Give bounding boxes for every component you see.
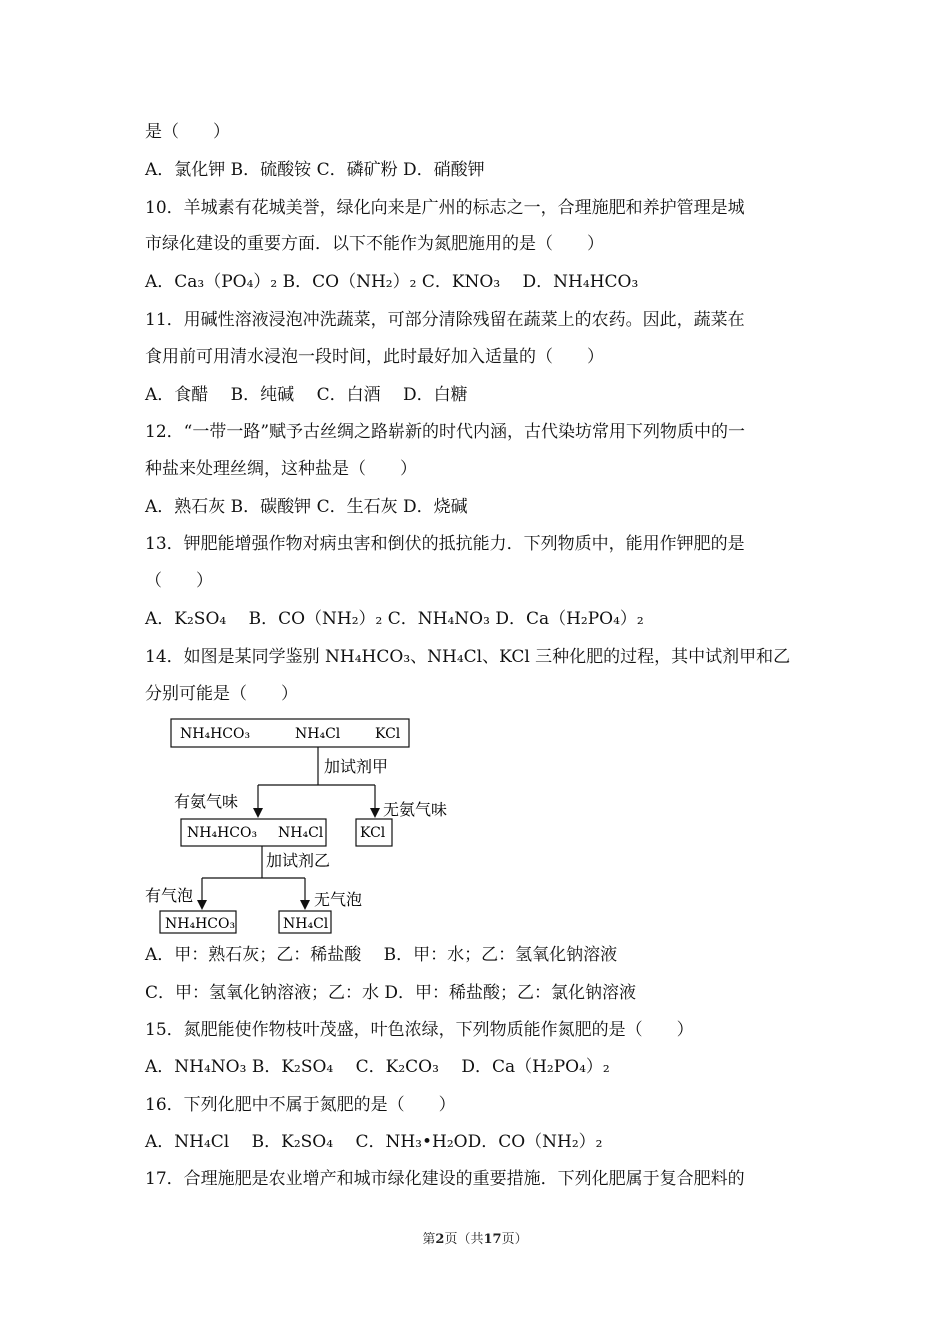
box-top-item-3: KCl: [375, 726, 401, 742]
question-13-line-1: 13．钾肥能增强作物对病虫害和倒伏的抵抗能力．下列物质中，能用作钾肥的是: [145, 534, 745, 554]
bottom-right-branch-label: 无气泡: [314, 890, 363, 909]
reagent-a-label: 加试剂甲: [324, 757, 389, 776]
question-16-options: A．NH₄Cl B．K₂SO₄ C．NH₃•H₂OD．CO（NH₂）₂: [145, 1132, 603, 1152]
page-footer: [0, 1228, 950, 1247]
question-10-options: A．Ca₃（PO₄）₂ B．CO（NH₂）₂ C．KNO₃ D．NH₄HCO₃: [145, 272, 639, 292]
arrowhead: [197, 900, 207, 910]
box-top-item-2: NH₄Cl: [295, 726, 341, 742]
left-branch-label: 有氨气味: [174, 792, 239, 811]
question-14-options-1: A．甲：熟石灰；乙：稀盐酸 B．甲：水；乙：氢氧化钠溶液: [145, 945, 618, 965]
question-14-options-2: C．甲：氢氧化钠溶液；乙：水 D．甲：稀盐酸；乙：氯化钠溶液: [145, 983, 637, 1003]
footer-page-number: 2: [435, 1232, 445, 1247]
question-17-line-1: 17．合理施肥是农业增产和城市绿化建设的重要措施．下列化肥属于复合肥料的: [145, 1169, 745, 1189]
question-13-line-2: （ ）: [145, 571, 213, 591]
text-line: 是（ ）: [145, 122, 230, 142]
box-bottom-right-item: NH₄Cl: [283, 916, 329, 932]
question-10-line-1: 10．羊城素有花城美誉，绿化向来是广州的标志之一，合理施肥和养护管理是城: [145, 198, 745, 218]
footer-total-pages: 17: [483, 1232, 502, 1247]
arrowhead: [253, 808, 263, 818]
question-12-line-1: 12．“一带一路”赋予古丝绸之路崭新的时代内涵，古代染坊常用下列物质中的一: [145, 422, 746, 442]
box-bottom-left-item: NH₄HCO₃: [165, 916, 236, 932]
arrowhead: [370, 808, 380, 818]
identification-flow-diagram: [140, 712, 480, 940]
question-15-line: 15．氮肥能使作物枝叶茂盛，叶色浓绿，下列物质能作氮肥的是（ ）: [145, 1020, 694, 1040]
right-branch-label: 无氨气味: [383, 800, 448, 819]
question-12-options: A．熟石灰 B．碳酸钾 C．生石灰 D．烧碱: [145, 497, 468, 517]
question-11-options: A．食醋 B．纯碱 C．白酒 D．白糖: [145, 385, 468, 405]
question-11-line-1: 11．用碱性溶液浸泡冲洗蔬菜，可部分清除残留在蔬菜上的农药。因此，蔬菜在: [145, 310, 745, 330]
question-14-line-2: 分别可能是（ ）: [145, 684, 298, 704]
reagent-b-label: 加试剂乙: [266, 851, 331, 870]
question-12-line-2: 种盐来处理丝绸，这种盐是（ ）: [145, 459, 417, 479]
question-14-line-1: 14．如图是某同学鉴别 NH₄HCO₃、NH₄Cl、KCl 三种化肥的过程，其中试剂甲和乙: [145, 647, 791, 667]
question-13-options: A．K₂SO₄ B．CO（NH₂）₂ C．NH₄NO₃ D．Ca（H₂PO₄）₂: [145, 609, 644, 629]
box-middle-right-item: KCl: [360, 825, 386, 841]
box-middle-left-item-2: NH₄Cl: [278, 825, 324, 841]
question-10-line-2: 市绿化建设的重要方面．以下不能作为氮肥施用的是（ ）: [145, 234, 604, 254]
options-line: A．氯化钾 B．硫酸铵 C．磷矿粉 D．硝酸钾: [145, 160, 485, 180]
question-16-line: 16．下列化肥中不属于氮肥的是（ ）: [145, 1095, 456, 1115]
footer-prefix: 第: [422, 1232, 436, 1247]
box-middle-left-item-1: NH₄HCO₃: [187, 825, 258, 841]
question-11-line-2: 食用前可用清水浸泡一段时间，此时最好加入适量的（ ）: [145, 347, 604, 367]
footer-mid: 页（共: [444, 1232, 484, 1247]
bottom-left-branch-label: 有气泡: [145, 886, 194, 905]
footer-suffix: 页）: [501, 1232, 528, 1247]
question-15-options: A．NH₄NO₃ B．K₂SO₄ C．K₂CO₃ D．Ca（H₂PO₄）₂: [145, 1057, 610, 1077]
arrowhead: [300, 900, 310, 910]
box-top-item-1: NH₄HCO₃: [180, 726, 251, 742]
